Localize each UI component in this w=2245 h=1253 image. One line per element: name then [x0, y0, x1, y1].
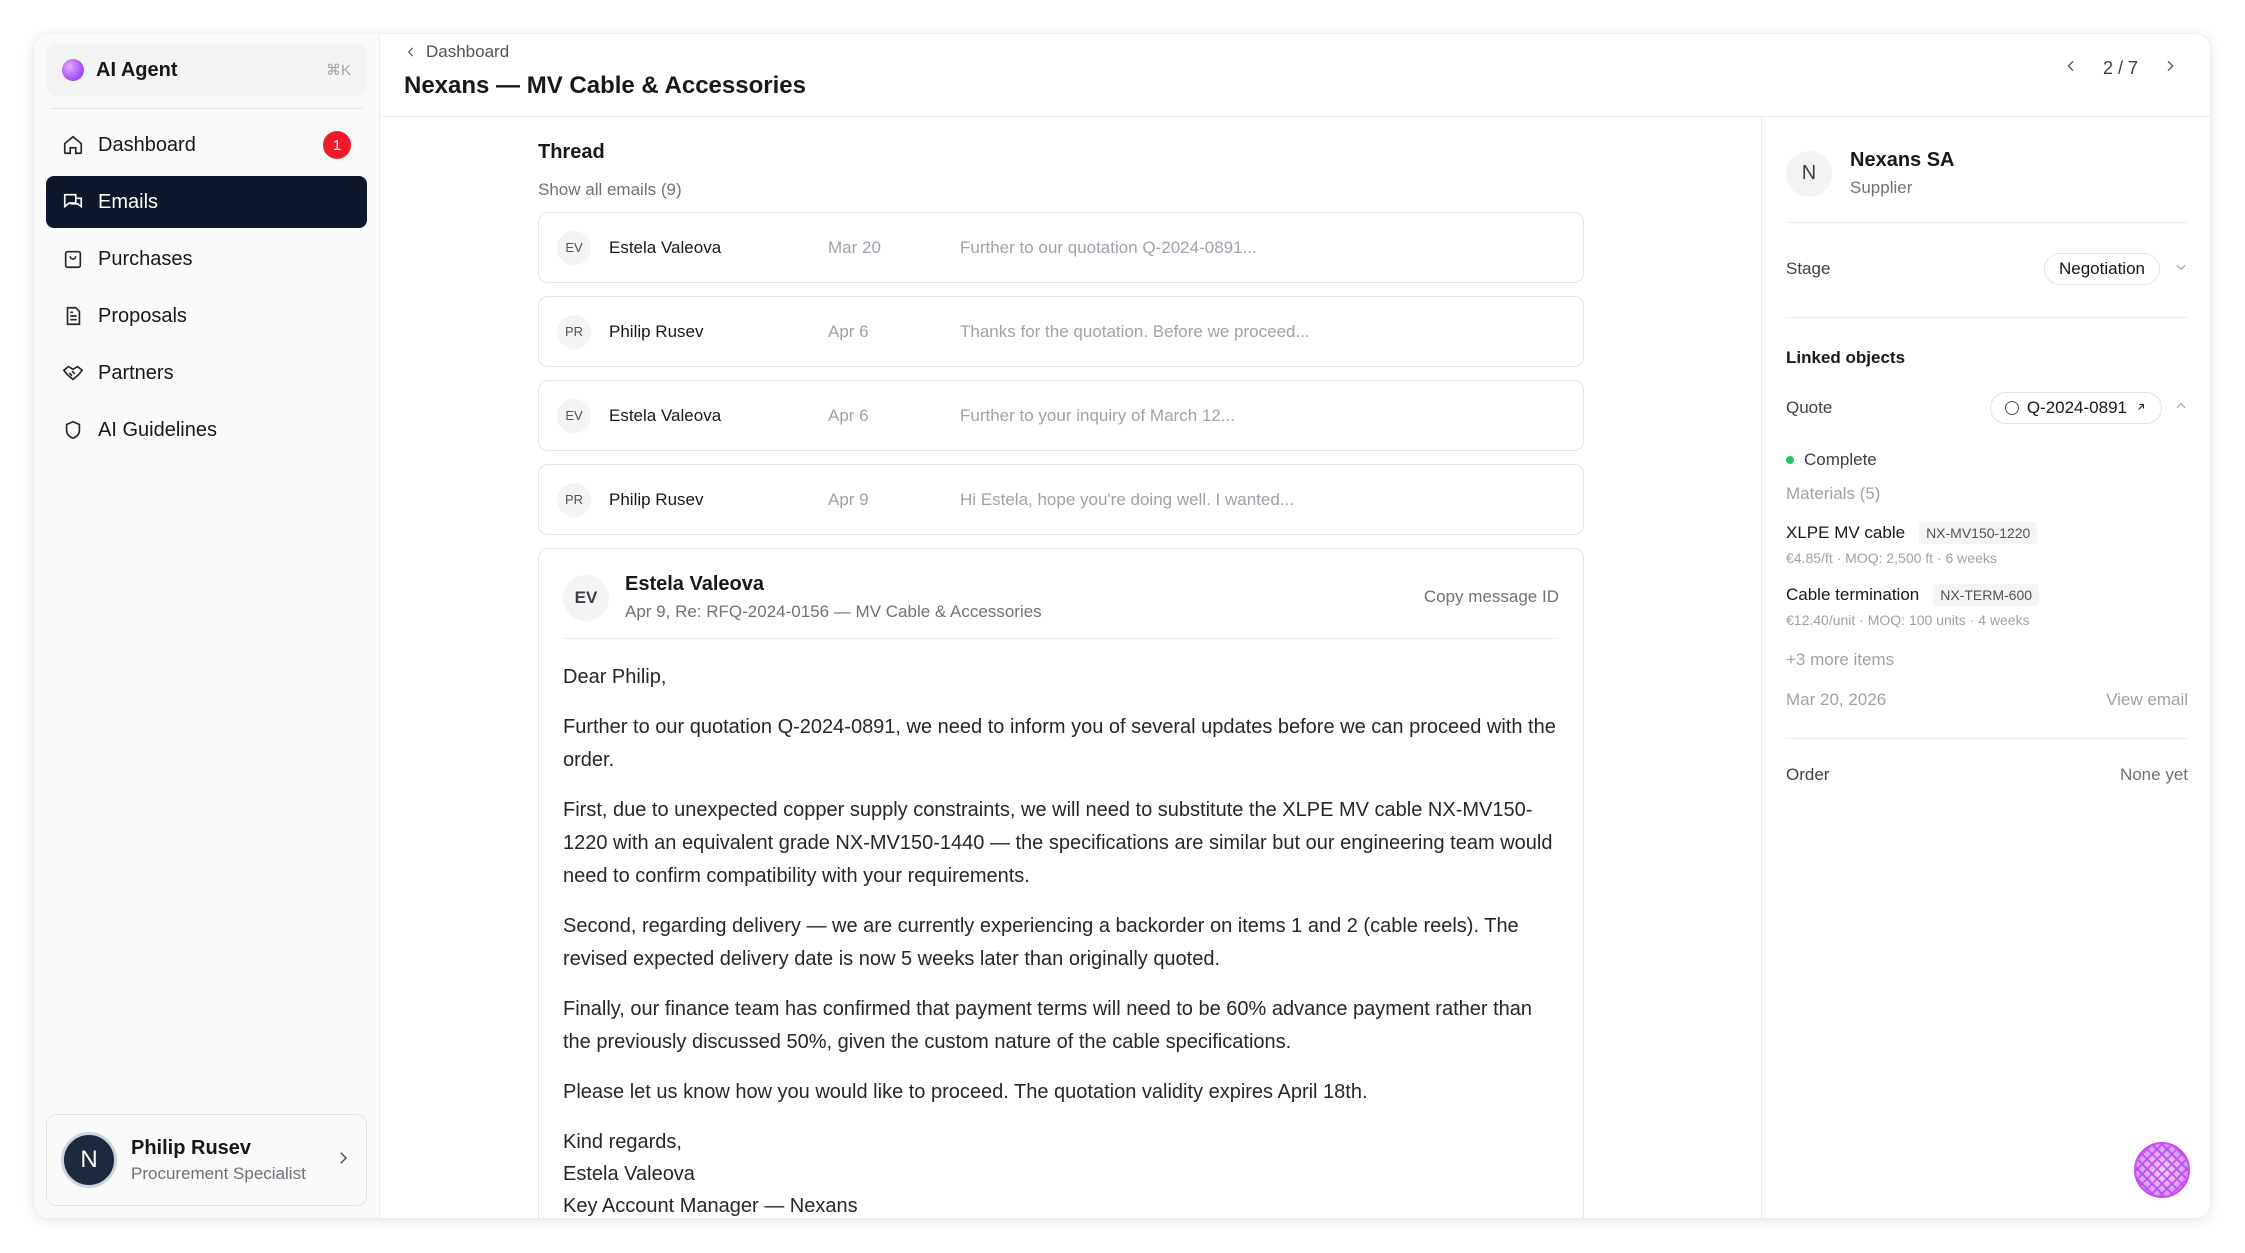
user-role: Procurement Specialist: [131, 1163, 306, 1183]
signature-title: Key Account Manager — Nexans: [563, 1195, 858, 1217]
quote-status: [1786, 450, 2188, 470]
sidebar-item-purchases[interactable]: [46, 233, 367, 285]
open-email: [538, 548, 1584, 1218]
quote-label: Quote: [1786, 398, 1833, 417]
circle-status-icon: [2005, 401, 2019, 415]
email-signature: [563, 1126, 1559, 1218]
chevron-left-icon: [2063, 58, 2079, 74]
ai-agent-logo-icon: [62, 59, 84, 81]
home-icon: [62, 134, 84, 156]
thread: [538, 141, 1584, 1218]
email-date: Apr 6: [828, 321, 869, 341]
sidebar-item-label: Emails: [98, 190, 159, 213]
material-header: [1786, 522, 2188, 544]
material-name: Cable termination: [1786, 585, 1920, 604]
page-title: Nexans — MV Cable & Accessories: [404, 72, 806, 99]
user-name: Philip Rusev: [131, 1136, 252, 1159]
stage-row: [1786, 223, 2188, 318]
quote-date: Mar 20, 2026: [1786, 690, 1887, 709]
previous-button[interactable]: [2063, 58, 2079, 79]
sku-badge: NX-MV150-1220: [1919, 522, 2037, 544]
email-paragraph: Finally, our finance team has confirmed that payment terms will need to be 60% advance payment rather than the previously discussed 50%, given the custom nature of the cable specifications.: [563, 998, 1533, 1053]
email-header: [563, 573, 1559, 639]
external-link-icon: [2135, 398, 2147, 418]
email-paragraph: First, due to unexpected copper supply constraints, we will need to substitute the XLPE MV cable NX-MV150-1220 with an equivalent grade NX-MV150-1440 — the specifications are similar but our engineering team would need to confirm compatibility with your requirements.: [563, 799, 1553, 887]
linked-objects-title: Linked objects: [1786, 348, 1906, 367]
shortcut-hint: ⌘K: [325, 62, 351, 79]
email-meta: [625, 573, 1424, 622]
order-row: [1786, 765, 2188, 785]
sidebar-divider: [50, 108, 363, 109]
material-name: XLPE MV cable: [1786, 523, 1906, 542]
material-info: €12.40/unit · MOQ: 100 units · 4 weeks: [1786, 612, 2030, 628]
materials-label: Materials (5): [1786, 484, 1881, 503]
more-items-link[interactable]: +3 more items: [1786, 650, 1895, 669]
supplier-name: Nexans SA: [1850, 149, 1955, 171]
thread-title: Thread: [538, 141, 605, 163]
stage-pill: Negotiation: [2044, 253, 2160, 285]
avatar: PR: [557, 315, 591, 349]
sender-name: Estela Valeova: [609, 237, 722, 257]
pager: [2063, 58, 2178, 79]
user-profile-button[interactable]: [46, 1114, 367, 1206]
user-info: [131, 1137, 334, 1184]
details-panel: [1762, 117, 2210, 1218]
sidebar-item-label: Purchases: [98, 247, 193, 270]
email-preview: Further to your inquiry of March 12...: [960, 405, 1235, 425]
notification-badge: 1: [323, 131, 351, 159]
bag-icon: [62, 248, 84, 270]
quote-id: Q-2024-0891: [2026, 398, 2127, 417]
order-value: None yet: [2119, 765, 2188, 784]
email-preview: Thanks for the quotation. Before we proceed...: [960, 321, 1310, 341]
main-area: [380, 34, 2210, 1218]
quote-row: [1786, 392, 2188, 424]
email-date: Apr 6: [828, 405, 869, 425]
supplier-role: Supplier: [1850, 178, 1913, 197]
signature-name: Estela Valeova: [563, 1163, 695, 1185]
sidebar-item-emails[interactable]: [46, 176, 367, 228]
breadcrumb-dashboard: Dashboard: [426, 42, 510, 61]
email-body: [563, 639, 1559, 1218]
avatar: N: [1786, 151, 1832, 197]
show-all-emails-link[interactable]: Show all emails (9): [538, 180, 682, 199]
email-row[interactable]: [538, 212, 1584, 283]
chat-icon: [62, 191, 84, 213]
sidebar-item-proposals[interactable]: [46, 290, 367, 342]
quote-controls: [1990, 392, 2188, 424]
chevron-right-icon: [334, 1149, 352, 1172]
chevron-left-icon: [404, 45, 418, 59]
next-button[interactable]: [2162, 58, 2178, 79]
shield-icon: [62, 419, 84, 441]
sender-name: Estela Valeova: [625, 573, 764, 595]
email-greeting: Dear Philip,: [563, 666, 667, 688]
chevron-down-icon: [2174, 260, 2188, 279]
stage-select[interactable]: [2044, 253, 2188, 285]
sidebar-item-partners[interactable]: [46, 347, 367, 399]
avatar: PR: [557, 483, 591, 517]
status-text: Complete: [1804, 450, 1877, 469]
ai-agent-label: AI Agent: [96, 58, 178, 81]
thread-panel[interactable]: [380, 117, 1762, 1218]
sku-badge: NX-TERM-600: [1933, 584, 2039, 606]
handshake-icon: [62, 362, 84, 384]
quote-link[interactable]: [1990, 392, 2162, 424]
sidebar-item-label: Proposals: [98, 304, 187, 327]
copy-message-id-button[interactable]: Copy message ID: [1423, 587, 1559, 606]
sidebar-item-label: AI Guidelines: [98, 418, 217, 441]
email-date: Mar 20: [828, 237, 881, 257]
sidebar-item-label: Dashboard: [98, 133, 196, 156]
email-row[interactable]: [538, 296, 1584, 367]
document-icon: [62, 305, 84, 327]
sidebar: [34, 34, 380, 1218]
email-date: Apr 9: [828, 489, 869, 509]
email-list: [538, 212, 1584, 535]
material-item: [1786, 522, 2188, 566]
ai-agent-button[interactable]: [46, 44, 367, 96]
stage-label: Stage: [1786, 259, 1831, 278]
email-paragraph: Further to our quotation Q-2024-0891, we need to inform you of several updates before we can proceed with the order.: [563, 716, 1556, 771]
sender-name: Estela Valeova: [609, 405, 722, 425]
sender-name: Philip Rusev: [609, 321, 704, 341]
chevron-up-icon[interactable]: [2174, 399, 2188, 418]
material-item: [1786, 584, 2188, 628]
email-preview: Further to our quotation Q-2024-0891...: [960, 237, 1257, 257]
signoff: Kind regards,: [563, 1131, 682, 1153]
email-paragraph: Second, regarding delivery — we are currently experiencing a backorder on items 1 and 2 (cable reels). The revised expected delivery date is now 5 weeks later than originally quoted.: [563, 915, 1519, 970]
assistant-orb-icon[interactable]: [2134, 1142, 2190, 1198]
avatar: EV: [563, 575, 609, 621]
quote-date-row: [1786, 690, 2188, 739]
sidebar-item-dashboard[interactable]: [46, 119, 367, 171]
breadcrumb[interactable]: [404, 42, 509, 62]
app-window: [34, 34, 2210, 1218]
email-subtitle: Apr 9, Re: RFQ-2024-0156 — MV Cable & Accessories: [625, 602, 1042, 621]
status-dot-icon: [1786, 456, 1794, 464]
supplier-card: [1786, 117, 2188, 223]
email-row[interactable]: [538, 380, 1584, 451]
email-row[interactable]: [538, 464, 1584, 535]
content: [380, 117, 2210, 1218]
email-paragraph: Please let us know how you would like to proceed. The quotation validity expires April 18th.: [563, 1081, 1368, 1103]
supplier-info: [1850, 149, 1955, 198]
sidebar-item-label: Partners: [98, 361, 174, 384]
avatar: N: [61, 1132, 117, 1188]
chevron-right-icon: [2162, 58, 2178, 74]
page-indicator: 2 / 7: [2102, 58, 2138, 78]
avatar: EV: [557, 399, 591, 433]
material-info: €4.85/ft · MOQ: 2,500 ft · 6 weeks: [1786, 550, 1997, 566]
material-header: [1786, 584, 2188, 606]
email-preview: Hi Estela, hope you're doing well. I wanted...: [960, 489, 1294, 509]
sidebar-item-ai-guidelines[interactable]: [46, 404, 367, 456]
page-header: [380, 34, 2210, 117]
order-label: Order: [1786, 765, 1830, 784]
sender-name: Philip Rusev: [609, 489, 704, 509]
avatar: EV: [557, 231, 591, 265]
view-email-link[interactable]: View email: [2106, 690, 2188, 709]
